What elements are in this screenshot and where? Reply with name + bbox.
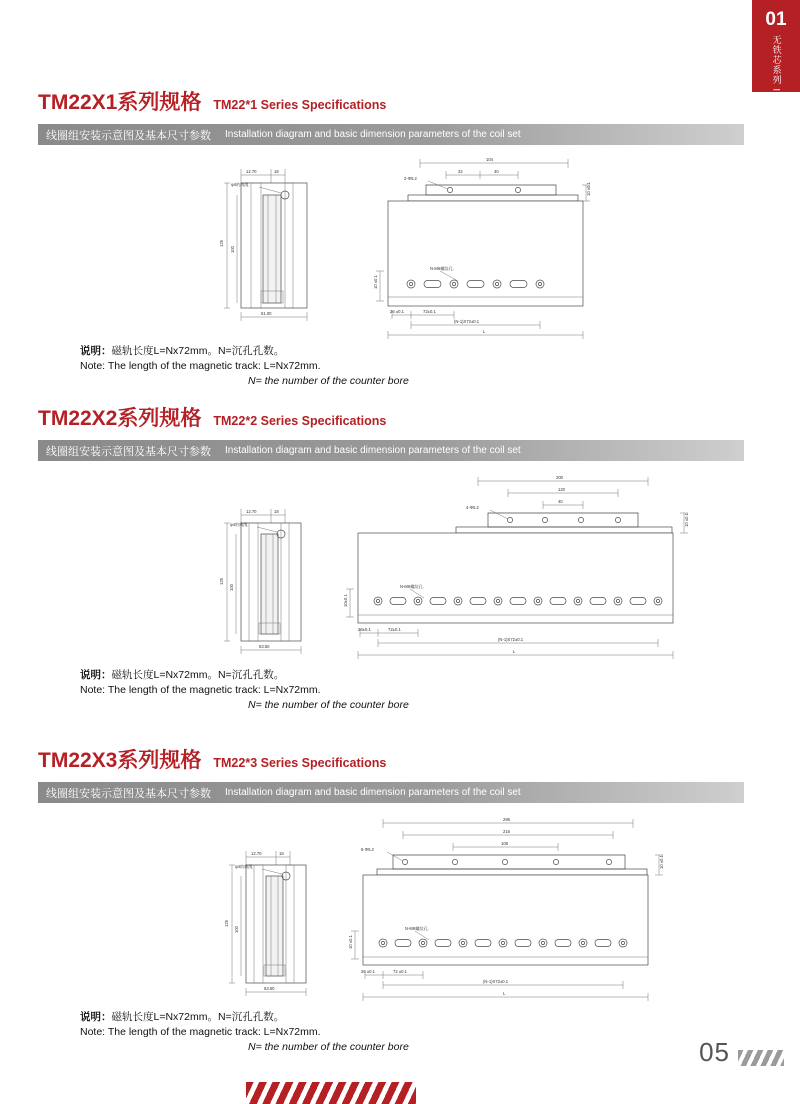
dim-front-screw: N-M6螺纹孔. xyxy=(400,584,424,589)
note-text-cn: 磁轨长度L=Nx72mm。N=沉孔孔数。 xyxy=(111,345,285,357)
note-label-cn: 说明： xyxy=(80,1011,112,1023)
dim-front-26: 26 ±0.1 xyxy=(361,969,375,974)
dim-front-pitch: (N-1)X72±0.1 xyxy=(454,319,480,324)
dim-front-pitch: (N-1)X72±0.1 xyxy=(483,979,509,984)
note-block-1 xyxy=(38,344,744,390)
dim-front-total: 104 xyxy=(486,157,493,162)
corner-tab xyxy=(752,0,800,164)
dim-front-26: 26±0.1 xyxy=(358,627,371,632)
dim-side-cable: φ4的线缆 xyxy=(230,522,248,527)
section-subtitle-bar xyxy=(38,440,744,461)
section-title xyxy=(38,86,744,116)
dim-front-total: 200 xyxy=(556,475,563,480)
section-subtitle-en: Installation diagram and basic dimension parameters of the coil set xyxy=(225,787,521,798)
section-subtitle-cn: 线圈组安装示意图及基本尺寸参数 xyxy=(46,129,211,142)
section-tm22x2 xyxy=(38,402,744,714)
note-label-cn: 说明： xyxy=(80,345,112,357)
note-text-en-2: N= the number of the counter bore xyxy=(248,375,409,388)
dim-front-b: 40 xyxy=(558,499,563,504)
dim-front-left-h: 10 ±0.1 xyxy=(348,935,353,949)
page-number: 05 xyxy=(699,1037,730,1067)
dim-front-screw: N-M6螺纹孔. xyxy=(405,926,429,931)
dim-front-a: 120 xyxy=(558,487,565,492)
dim-side-top-right: 18 xyxy=(274,169,279,174)
note-text-en-2: N= the number of the counter bore xyxy=(248,1041,409,1054)
section-subtitle-cn: 线圈组安装示意图及基本尺寸参数 xyxy=(46,445,211,458)
note-label-cn: 说明： xyxy=(80,669,112,681)
drawing-tm22x1 xyxy=(38,145,744,340)
corner-tab-vertical-en: Ironless Series xyxy=(771,88,782,164)
dim-front-holes: 4-Φ5.2 xyxy=(466,505,479,510)
corner-tab-vertical-cn: 无铁芯系列 xyxy=(771,35,782,85)
dim-front-72: 72±0.1 xyxy=(423,309,436,314)
section-title xyxy=(38,744,744,774)
dim-front-a: 216 xyxy=(503,829,510,834)
dim-side-cable: φ4的线缆 xyxy=(231,182,249,187)
section-title-en: TM22*3 Series Specifications xyxy=(213,756,387,770)
section-title-en: TM22*2 Series Specifications xyxy=(213,414,387,428)
note-text-cn: 磁轨长度L=Nx72mm。N=沉孔孔数。 xyxy=(111,669,285,681)
dim-front-right-h: 10 ±0.1 xyxy=(684,513,689,527)
note-text-en-2: N= the number of the counter bore xyxy=(248,699,409,712)
section-subtitle-bar xyxy=(38,782,744,803)
dim-side-top-left: 12.70 xyxy=(246,169,257,174)
dim-front-b: 108 xyxy=(501,841,508,846)
dim-side-top-left: 12.70 xyxy=(246,509,257,514)
section-subtitle-cn: 线圈组安装示意图及基本尺寸参数 xyxy=(46,787,211,800)
section-title xyxy=(38,402,744,432)
dim-side-width: 61.00 xyxy=(261,311,272,316)
dim-front-b: 40 xyxy=(494,169,499,174)
section-title-cn: TM22X1系列规格 xyxy=(38,91,202,114)
corner-tab-vertical-text xyxy=(770,35,781,163)
dim-front-L: L xyxy=(513,649,516,654)
section-tm22x1 xyxy=(38,86,744,390)
dim-side-height-outer: 125 xyxy=(219,240,224,247)
section-title-en: TM22*1 Series Specifications xyxy=(213,98,387,112)
dim-side-width: 53.50 xyxy=(259,644,270,649)
dim-side-top-right: 18 xyxy=(279,851,284,856)
section-subtitle-bar xyxy=(38,124,744,145)
dim-side-height-outer: 125 xyxy=(219,578,224,585)
section-title-cn: TM22X3系列规格 xyxy=(38,749,202,772)
corner-tab-number: 01 xyxy=(765,9,787,30)
dim-front-a: 32 xyxy=(458,169,463,174)
dim-side-top-left: 12.70 xyxy=(251,851,262,856)
dim-front-right-h: 10 ±0.1 xyxy=(586,182,591,196)
dim-side-height-inner: 100 xyxy=(230,246,235,253)
dim-side-cable: φ4的线缆 xyxy=(235,864,253,869)
dim-front-pitch: (N-1)X72±0.1 xyxy=(498,637,524,642)
corner-stripes-decoration xyxy=(738,1050,784,1066)
note-text-en-1: Note: The length of the magnetic track: L=Nx72mm. xyxy=(80,360,321,373)
note-block-2 xyxy=(38,668,744,714)
dim-side-top-right: 18 xyxy=(274,509,279,514)
dim-front-right-h: 10 ±0.1 xyxy=(659,855,664,869)
dim-side-height-inner: 100 xyxy=(234,926,239,933)
dim-front-L: L xyxy=(483,329,486,334)
section-subtitle-en: Installation diagram and basic dimension parameters of the coil set xyxy=(225,129,521,140)
drawing-tm22x3 xyxy=(38,803,744,1008)
section-subtitle-en: Installation diagram and basic dimension parameters of the coil set xyxy=(225,445,521,456)
note-text-cn: 磁轨长度L=Nx72mm。N=沉孔孔数。 xyxy=(111,1011,285,1023)
note-text-en-1: Note: The length of the magnetic track: L=Nx72mm. xyxy=(80,684,321,697)
dim-front-left-h: 10 ±0.1 xyxy=(373,275,378,289)
note-text-en-1: Note: The length of the magnetic track: L=Nx72mm. xyxy=(80,1026,321,1039)
dim-front-holes: 5-Φ5.2 xyxy=(361,847,374,852)
section-title-cn: TM22X2系列规格 xyxy=(38,407,202,430)
dim-front-left-h: 10±0.1 xyxy=(343,594,348,607)
bottom-stripes-decoration xyxy=(246,1082,416,1104)
dim-front-screw: N-M6螺纹孔. xyxy=(430,266,454,271)
section-tm22x3 xyxy=(38,744,744,1056)
note-block-3 xyxy=(38,1010,744,1056)
drawing-tm22x2 xyxy=(38,461,744,666)
dim-side-height-inner: 100 xyxy=(229,584,234,591)
dim-front-L: L xyxy=(503,991,506,996)
dim-front-26: 26 ±0.1 xyxy=(390,309,404,314)
dim-side-height-outer: 125 xyxy=(224,920,229,927)
dim-front-72: 72±0.1 xyxy=(388,627,401,632)
dim-front-total: 296 xyxy=(503,817,510,822)
dim-front-holes: 2-Φ5.2 xyxy=(404,176,417,181)
dim-side-width: 53.50 xyxy=(264,986,275,991)
dim-front-72: 72 ±0.1 xyxy=(393,969,407,974)
